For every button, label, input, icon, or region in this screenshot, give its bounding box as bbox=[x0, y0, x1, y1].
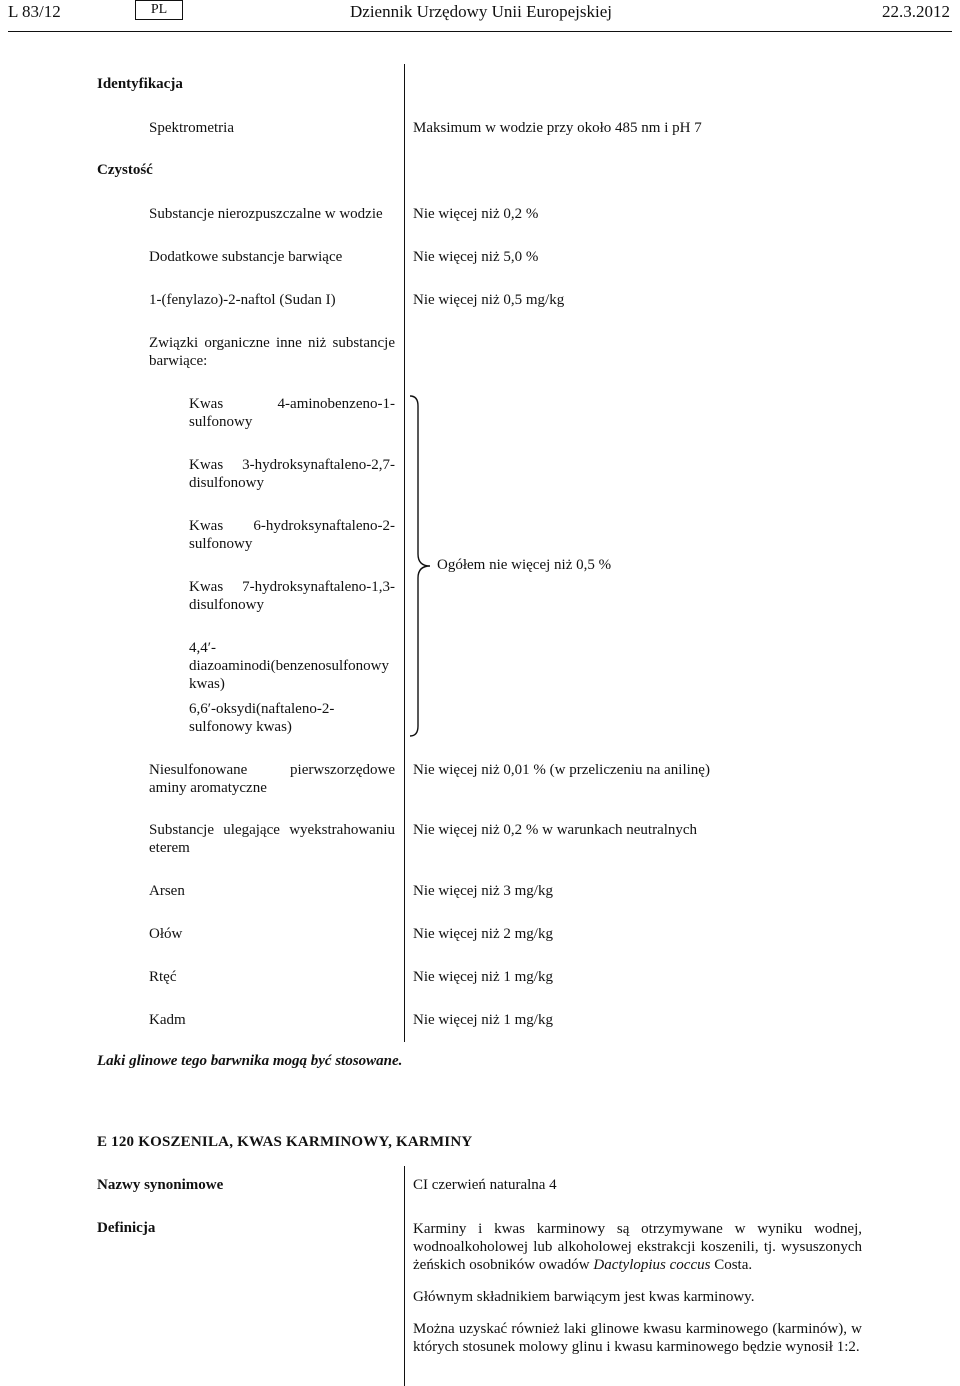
synonyms-value: CI czerwień naturalna 4 bbox=[413, 1177, 557, 1193]
species-name: Dactylopius coccus bbox=[593, 1257, 711, 1273]
purity-value: Nie więcej niż 0,2 % bbox=[413, 206, 539, 222]
organic-item: Kwas 7-hydroksynaftaleno-1,3-disulfonowy bbox=[189, 579, 395, 613]
purity-heading: Czystość bbox=[97, 162, 153, 178]
organic-item: 6,6′-oksydi(naftaleno-2-sulfonowy kwas) bbox=[189, 701, 335, 735]
definition-paragraph: Głównym składnikiem barwiącym jest kwas karminowy. bbox=[413, 1289, 755, 1305]
organic-item: Kwas 4-aminobenzeno-1-sulfonowy bbox=[189, 396, 395, 430]
purity-label: Kadm bbox=[149, 1012, 186, 1028]
organic-total-value: Ogółem nie więcej niż 0,5 % bbox=[437, 557, 612, 573]
definition-label: Definicja bbox=[97, 1220, 156, 1236]
definition-paragraph: Można uzyskać również laki glinowe kwasu karminowego (karminów), w których stosunek molowy glinu i kwasu karminowego będzie wynosił 1:2. bbox=[413, 1321, 862, 1355]
issue-date: 22.3.2012 bbox=[882, 2, 950, 21]
purity-value: Nie więcej niż 0,5 mg/kg bbox=[413, 292, 565, 308]
organic-item: 4,4′-diazoaminodi(benzenosulfonowy kwas) bbox=[189, 640, 389, 692]
purity-label: Dodatkowe substancje barwiące bbox=[149, 249, 343, 265]
spectrometry-label: Spektrometria bbox=[149, 120, 234, 136]
purity-value: Nie więcej niż 1 mg/kg bbox=[413, 969, 553, 985]
spectrometry-value: Maksimum w wodzie przy około 485 nm i pH 7 bbox=[413, 120, 702, 136]
organic-compounds-heading: Związki organiczne inne niż substancje barwiące: bbox=[149, 335, 395, 369]
purity-label: Arsen bbox=[149, 883, 185, 899]
definition-text: Karminy i kwas karminowy są otrzymywane w wyniku wodnej, wodnoalkoholowej lub alkoholowej ekstrakcji koszenili, tj. wysuszonych żeńskich osobników owadów bbox=[413, 1221, 862, 1273]
e120-title: E 120 KOSZENILA, KWAS KARMINOWY, KARMINY bbox=[97, 1134, 473, 1150]
purity-value: Nie więcej niż 2 mg/kg bbox=[413, 926, 553, 942]
purity-label: Ołów bbox=[149, 926, 183, 942]
synonyms-label: Nazwy synonimowe bbox=[97, 1177, 224, 1193]
page-ref: L 83/12 bbox=[8, 2, 61, 21]
column-divider bbox=[404, 64, 405, 1042]
purity-label: Rtęć bbox=[149, 969, 177, 985]
language-badge: PL bbox=[135, 0, 183, 20]
definition-paragraph bbox=[413, 1220, 862, 1274]
aluminium-lakes-note: Laki glinowe tego barwnika mogą być stosowane. bbox=[97, 1053, 403, 1069]
purity-label: Substancje nierozpuszczalne w wodzie bbox=[149, 206, 383, 222]
purity-label: Niesulfonowane pierwszorzędowe aminy aromatyczne bbox=[149, 762, 395, 796]
identification-heading: Identyfikacja bbox=[97, 76, 183, 92]
purity-label: 1-(fenylazo)-2-naftol (Sudan I) bbox=[149, 292, 336, 308]
header-rule bbox=[8, 31, 952, 32]
column-divider-2 bbox=[404, 1166, 405, 1386]
purity-label: Substancje ulegające wyekstrahowaniu eterem bbox=[149, 822, 395, 856]
purity-value: Nie więcej niż 1 mg/kg bbox=[413, 1012, 553, 1028]
purity-value: Nie więcej niż 0,2 % w warunkach neutralnych bbox=[413, 822, 698, 838]
purity-value: Nie więcej niż 5,0 % bbox=[413, 249, 539, 265]
journal-title: Dziennik Urzędowy Unii Europejskiej bbox=[350, 2, 613, 21]
organic-item: Kwas 3-hydroksynaftaleno-2,7-disulfonowy bbox=[189, 457, 395, 491]
definition-text-end: Costa. bbox=[710, 1257, 753, 1273]
organic-item: Kwas 6-hydroksynaftaleno-2-sulfonowy bbox=[189, 518, 395, 552]
purity-value: Nie więcej niż 3 mg/kg bbox=[413, 883, 553, 899]
grouping-brace bbox=[408, 394, 434, 738]
purity-value: Nie więcej niż 0,01 % (w przeliczeniu na anilinę) bbox=[413, 762, 710, 778]
